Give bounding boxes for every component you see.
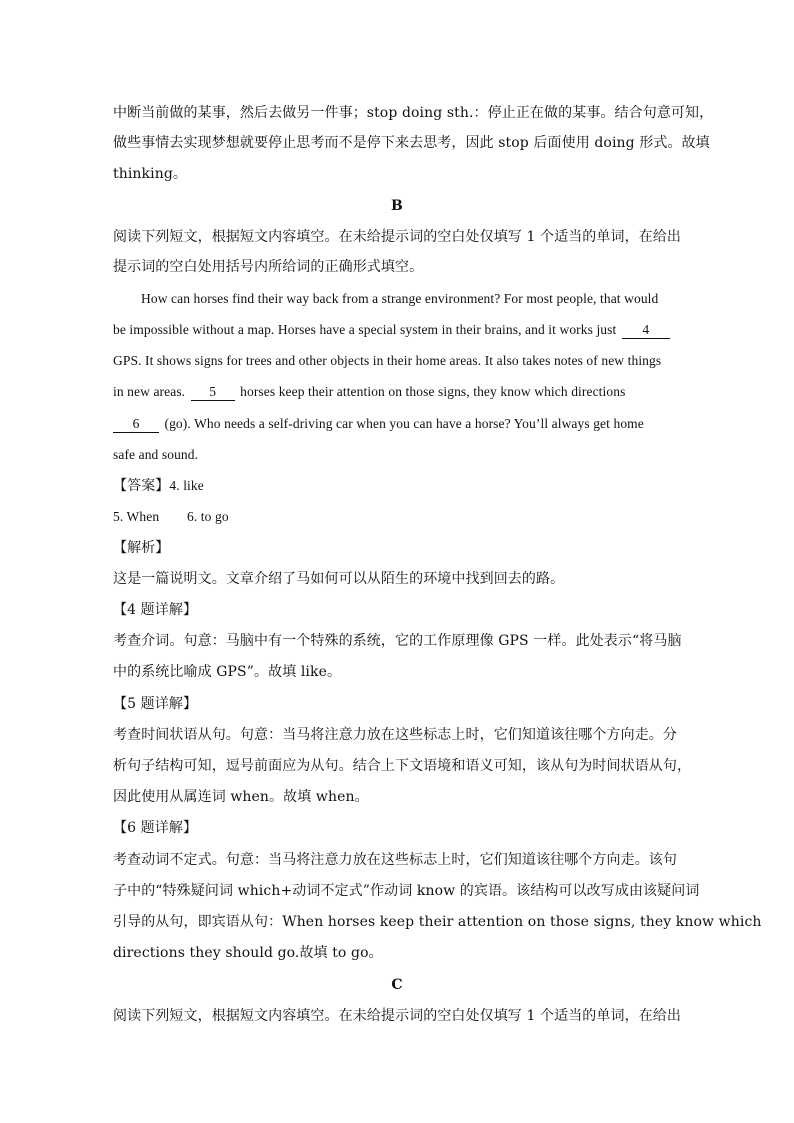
q4-tag: 【4 题详解】	[113, 602, 198, 618]
passage-line: GPS. It shows signs for trees and other objects in their home areas. It also takes notes of new things	[113, 353, 662, 368]
blank-4: 4	[622, 323, 670, 339]
answer-line: 5. When 6. to go	[113, 509, 229, 524]
section-heading-c: C	[391, 977, 403, 993]
instruction-line: 阅读下列短文，根据短文内容填空。在未给提示词的空白处仅填写 1 个适当的单词，在给出	[113, 229, 682, 245]
text-line: 做些事情去实现梦想就要停止思考而不是停下来去思考，因此 stop 后面使用 doing 形式。故填	[113, 135, 710, 151]
passage-line	[113, 320, 682, 340]
text-line: 中断当前做的某事，然后去做另一件事；stop doing sth.：停止正在做的某事。结合句意可知，	[113, 105, 714, 121]
section-heading-b: B	[391, 198, 403, 214]
passage-text: in new areas.	[113, 384, 186, 399]
passage-line	[113, 414, 682, 434]
q5-tag: 【5 题详解】	[113, 696, 198, 712]
q6-line: 考查动词不定式。句意：当马将注意力放在这些标志上时，它们知道该往哪个方向走。该句	[113, 852, 677, 868]
q6-line: directions they should go.故填 to go。	[113, 945, 383, 961]
passage-line: safe and sound.	[113, 447, 199, 462]
passage-text: horses keep their attention on those signs, they know which directions	[240, 384, 626, 399]
q5-line: 考查时间状语从句。句意：当马将注意力放在这些标志上时，它们知道该往哪个方向走。分	[113, 727, 677, 743]
blank-6: 6	[113, 417, 159, 433]
answer-line	[113, 476, 682, 496]
q6-line: 引导的从句，即宾语从句：When horses keep their attention on those signs, they know which	[113, 914, 762, 930]
q5-line: 因此使用从属连词 when。故填 when。	[113, 789, 369, 805]
q4-line: 考查介词。句意：马脑中有一个特殊的系统，它的工作原理像 GPS 一样。此处表示“将马脑	[113, 633, 682, 649]
q6-tag: 【6 题详解】	[113, 820, 198, 836]
passage-line: How can horses find their way back from a strange environment? For most people, that would	[141, 291, 659, 306]
instruction-line: 阅读下列短文，根据短文内容填空。在未给提示词的空白处仅填写 1 个适当的单词，在给出	[113, 1008, 682, 1024]
q4-line: 中的系统比喻成 GPS”。故填 like。	[113, 664, 342, 680]
analysis-text: 这是一篇说明文。文章介绍了马如何可以从陌生的环境中找到回去的路。	[113, 571, 565, 587]
blank-5: 5	[191, 385, 235, 401]
passage-line	[113, 382, 682, 402]
text-line: thinking。	[113, 166, 187, 182]
answer-text: 4. like	[169, 478, 204, 493]
answer-tag: 【答案】	[113, 478, 170, 494]
instruction-line: 提示词的空白处用括号内所给词的正确形式填空。	[113, 259, 424, 275]
passage-text: (go). Who needs a self-driving car when you can have a horse? You’ll always get home	[164, 416, 644, 431]
analysis-tag: 【解析】	[113, 540, 170, 556]
q5-line: 析句子结构可知，逗号前面应为从句。结合上下文语境和语义可知，该从句为时间状语从句，	[113, 758, 692, 774]
passage-text: be impossible without a map. Horses have a special system in their brains, and it works just	[113, 322, 617, 337]
q6-line: 子中的“特殊疑问词 which+动词不定式”作动词 know 的宾语。该结构可以改写成由该疑问词	[113, 883, 700, 899]
